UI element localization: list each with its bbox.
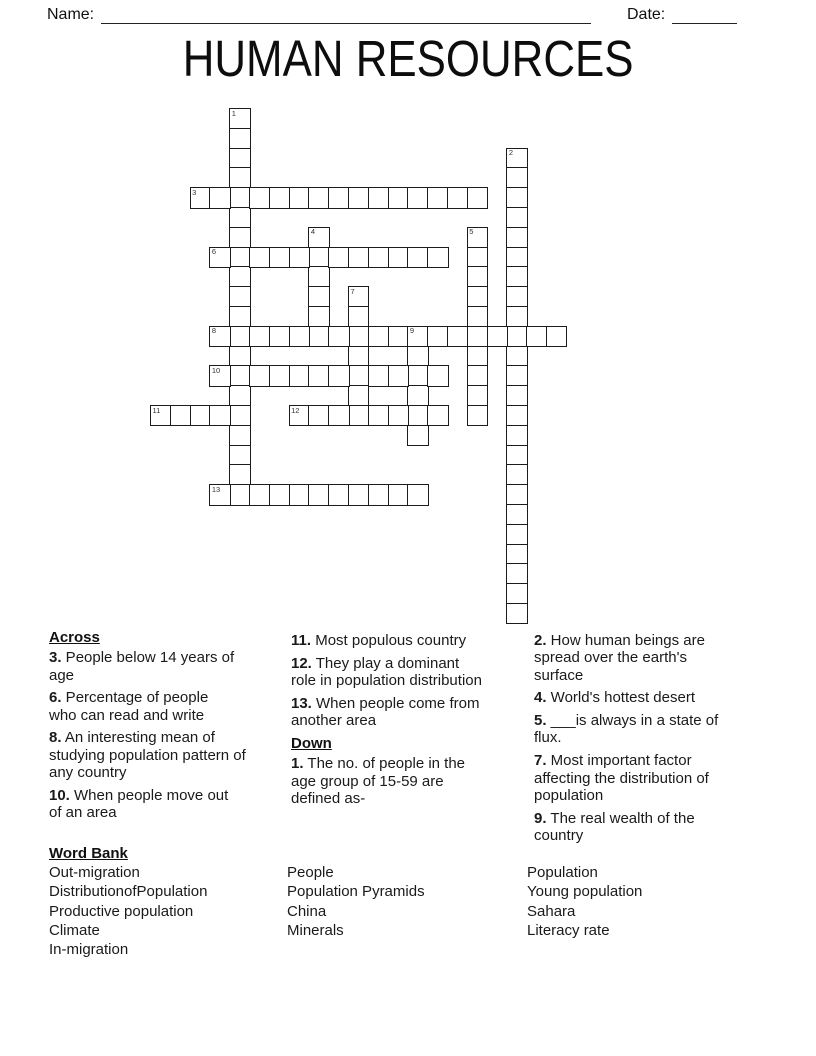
grid-cell[interactable] [506,207,527,228]
grid-cell-number: 3 [192,187,197,197]
grid-cell[interactable] [447,187,468,208]
date-blank-line[interactable] [672,23,737,25]
grid-cell[interactable] [407,425,428,446]
grid-cell[interactable] [368,405,389,426]
grid-cell[interactable] [229,405,250,426]
grid-cell-number: 10 [211,365,221,375]
grid-cell[interactable] [308,306,329,327]
grid-cell[interactable] [407,326,428,347]
clue-number: 5. [534,712,547,730]
grid-cell[interactable] [289,326,310,347]
grid-cell[interactable] [229,167,250,188]
word-bank-column-3 [527,863,642,940]
clue-text-line: 2. How human beings are [534,632,705,649]
clue-number: 1. [291,755,304,773]
grid-cell[interactable] [368,326,389,347]
clue-13 [291,695,533,730]
word-bank-item: Literacy rate [527,921,610,939]
grid-cell[interactable] [388,187,409,208]
grid-cell[interactable] [328,326,349,347]
clue-text-line: 4. World's hottest desert [534,689,695,707]
grid-cell[interactable] [546,326,567,347]
grid-cell[interactable] [348,365,369,386]
clue-1 [291,755,533,807]
grid-cell[interactable] [150,405,171,426]
grid-cell[interactable] [229,445,250,466]
clue-text-line: spread over the earth's [534,649,687,667]
grid-cell[interactable] [229,484,250,505]
grid-cell[interactable] [308,286,329,307]
grid-cell[interactable] [348,187,369,208]
grid-cell[interactable] [506,365,527,386]
grid-cell[interactable] [269,484,290,505]
clue-number: 11. [291,632,312,649]
clue-text-line: of an area [49,804,117,822]
clue-9 [534,810,782,845]
grid-cell[interactable] [229,128,250,149]
clues-column-1 [49,629,289,827]
grid-cell[interactable] [467,266,488,287]
grid-cell[interactable] [229,365,250,386]
grid-cell[interactable] [506,286,527,307]
grid-cell[interactable] [467,405,488,426]
grid-cell[interactable] [506,583,527,604]
grid-cell[interactable] [269,326,290,347]
clue-text-line: role in population distribution [291,672,482,690]
grid-cell[interactable] [308,484,329,505]
clue-number: 9. [534,809,547,827]
grid-cell[interactable] [328,187,349,208]
grid-cell[interactable] [506,326,527,347]
word-bank-column-1 [49,863,207,959]
grid-cell[interactable] [506,603,527,624]
grid-cell[interactable] [348,405,369,426]
grid-cell[interactable] [467,326,488,347]
grid-cell[interactable] [229,385,250,406]
grid-cell-number: 13 [211,484,221,494]
word-bank-item: Population [527,864,598,881]
clue-text-line: 8. An interesting mean of [49,729,215,747]
grid-cell[interactable] [407,187,428,208]
title-container [0,31,816,87]
clue-text-line: surface [534,666,584,684]
clue-text-line: age group of 15-59 are [291,772,444,790]
grid-cell[interactable] [269,247,290,268]
clue-text-line: affecting the distribution of [534,769,709,787]
name-blank-line[interactable] [101,23,591,25]
grid-cell[interactable] [467,286,488,307]
word-bank-item: Population Pyramids [287,883,425,901]
grid-cell[interactable] [506,464,527,485]
clue-text-line: 10. When people move out [49,786,229,804]
grid-cell[interactable] [506,266,527,287]
grid-cell[interactable] [506,405,527,426]
grid-cell[interactable] [427,326,448,347]
grid-cell[interactable] [209,484,230,505]
grid-cell[interactable] [249,187,270,208]
grid-cell[interactable] [229,247,250,268]
grid-cell[interactable] [229,148,250,169]
grid-cell[interactable] [209,247,230,268]
grid-cell[interactable] [229,227,250,248]
grid-cell[interactable] [348,306,369,327]
grid-cell[interactable] [506,247,527,268]
word-bank-heading: Word Bank [49,845,128,862]
grid-cell-number: 5 [469,227,474,237]
grid-cell[interactable] [209,326,230,347]
grid-cell[interactable] [467,365,488,386]
grid-cell[interactable] [467,227,488,248]
grid-cell[interactable] [467,385,488,406]
clues-column-3 [534,632,782,850]
grid-cell[interactable] [388,247,409,268]
clue-8 [49,729,289,781]
clue-number: 13. [291,694,312,712]
word-bank-column-2 [287,863,425,940]
grid-cell[interactable] [348,484,369,505]
grid-cell[interactable] [289,247,310,268]
grid-cell-number: 1 [231,108,236,118]
grid-cell[interactable] [407,365,428,386]
clue-2 [534,632,782,684]
grid-cell[interactable] [467,346,488,367]
clue-text-line: 11. Most populous country [291,632,467,649]
grid-cell[interactable] [506,167,527,188]
clue-text-line: 1. The no. of people in the [291,755,466,773]
clue-text-line: who can read and write [49,706,205,724]
grid-cell-number: 12 [291,405,300,415]
grid-cell[interactable] [506,484,527,505]
grid-cell[interactable] [447,326,468,347]
grid-cell[interactable] [308,247,329,268]
grid-cell[interactable] [229,346,250,367]
grid-cell[interactable] [506,227,527,248]
grid-cell[interactable] [308,326,329,347]
grid-cell[interactable] [368,247,389,268]
grid-cell[interactable] [427,187,448,208]
grid-cell[interactable] [506,306,527,327]
grid-cell[interactable] [289,187,310,208]
grid-cell[interactable] [407,405,428,426]
grid-cell[interactable] [269,365,290,386]
clue-text-line: flux. [534,729,562,747]
grid-cell[interactable] [388,365,409,386]
grid-cell-number: 6 [211,247,217,257]
clue-text-line: 13. When people come from [291,694,480,712]
clue-number: 2. [534,632,547,649]
grid-cell[interactable] [269,187,290,208]
grid-cell[interactable] [289,484,310,505]
grid-cell[interactable] [368,484,389,505]
grid-cell[interactable] [467,306,488,327]
grid-cell[interactable] [506,445,527,466]
word-bank-item: Out-migration [49,864,140,881]
grid-cell[interactable] [328,247,349,268]
grid-cell[interactable] [407,247,428,268]
clues-heading-down: Down [291,734,332,752]
grid-cell[interactable] [229,306,250,327]
word-bank-item: DistributionofPopulation [49,883,208,901]
clue-text-line: country [534,826,584,844]
grid-cell[interactable] [506,187,527,208]
grid-cell[interactable] [308,227,329,248]
clue-number: 4. [534,689,547,707]
page-title: HUMAN RESOURCES [182,30,634,87]
grid-cell[interactable] [506,504,527,525]
clue-number: 6. [49,689,62,707]
word-bank-item: Productive population [49,902,194,920]
grid-cell[interactable] [328,484,349,505]
clue-5 [534,712,782,747]
grid-cell[interactable] [308,266,329,287]
grid-cell[interactable] [308,405,329,426]
crossword-grid [150,108,566,623]
clue-4 [534,689,782,706]
grid-cell[interactable] [209,365,230,386]
grid-cell[interactable] [229,286,250,307]
grid-cell[interactable] [506,346,527,367]
name-label: Name: [47,6,95,23]
clue-text-line: 9. The real wealth of the [534,809,695,827]
grid-cell[interactable] [467,187,488,208]
grid-cell[interactable] [506,544,527,565]
grid-cell[interactable] [229,425,250,446]
grid-cell[interactable] [467,247,488,268]
grid-cell[interactable] [289,405,310,426]
grid-cell[interactable] [328,365,349,386]
clue-text-line: 3. People below 14 years of [49,649,235,667]
grid-cell[interactable] [170,405,191,426]
grid-cell[interactable] [308,187,329,208]
grid-cell[interactable] [209,187,230,208]
grid-cell[interactable] [190,187,211,208]
grid-cell-number: 11 [152,405,161,415]
grid-cell[interactable] [388,405,409,426]
grid-cell[interactable] [407,484,428,505]
grid-cell[interactable] [348,326,369,347]
grid-cell[interactable] [427,365,448,386]
clue-text-line: 5. ___is always in a state of [534,712,719,730]
grid-cell[interactable] [368,187,389,208]
grid-cell[interactable] [289,365,310,386]
word-bank-item: China [287,902,327,920]
grid-cell[interactable] [506,425,527,446]
grid-cell[interactable] [249,365,270,386]
grid-cell[interactable] [229,266,250,287]
grid-cell[interactable] [388,484,409,505]
grid-cell[interactable] [506,385,527,406]
grid-cell-number: 8 [211,326,217,336]
clue-text-line: studying population pattern of [49,746,246,764]
grid-cell-number: 9 [409,326,415,336]
grid-cell[interactable] [249,484,270,505]
clue-12 [291,655,533,690]
word-bank-item: People [287,864,334,881]
clue-text-line: age [49,666,75,684]
grid-cell[interactable] [190,405,211,426]
clue-7 [534,752,782,804]
grid-cell[interactable] [407,346,428,367]
grid-cell[interactable] [348,286,369,307]
grid-cell[interactable] [229,187,250,208]
grid-cell[interactable] [427,405,448,426]
grid-cell[interactable] [229,207,250,228]
clue-text-line: 12. They play a dominant [291,654,460,672]
grid-cell[interactable] [348,385,369,406]
clue-text-line: any country [49,764,127,782]
word-bank-item: Climate [49,921,100,939]
date-label: Date: [627,6,666,23]
word-bank-item: In-migration [49,941,129,959]
grid-cell-number: 2 [508,148,514,158]
clue-11 [291,632,533,649]
clues-heading-across: Across [49,629,100,646]
clue-number: 10. [49,786,70,804]
grid-cell[interactable] [526,326,547,347]
clue-6 [49,689,289,724]
clue-text-line: another area [291,712,377,730]
clue-number: 8. [49,729,62,747]
grid-cell[interactable] [308,365,329,386]
grid-cell[interactable] [427,247,448,268]
grid-cell[interactable] [506,563,527,584]
grid-cell[interactable] [328,405,349,426]
word-bank-item: Minerals [287,921,344,939]
grid-cell[interactable] [348,346,369,367]
grid-cell[interactable] [388,326,409,347]
clue-number: 3. [49,649,62,667]
grid-cell[interactable] [368,365,389,386]
grid-cell[interactable] [348,247,369,268]
grid-cell[interactable] [229,464,250,485]
clue-text-line: 7. Most important factor [534,752,692,770]
clue-text-line: population [534,786,604,804]
word-bank-item: Young population [527,883,643,901]
grid-cell-number: 7 [350,286,355,296]
clue-text-line: defined as- [291,789,366,807]
word-bank-item: Sahara [527,902,576,920]
grid-cell[interactable] [229,326,250,347]
clues-column-2 [291,632,533,813]
grid-cell-number: 4 [310,227,316,237]
grid-cell[interactable] [407,385,428,406]
clue-number: 7. [534,752,547,770]
grid-cell[interactable] [209,405,230,426]
clue-number: 12. [291,654,312,672]
grid-cell[interactable] [249,247,270,268]
clue-text-line: 6. Percentage of people [49,689,209,707]
grid-cell[interactable] [506,524,527,545]
grid-cell[interactable] [229,108,250,129]
clue-10 [49,787,289,822]
grid-cell[interactable] [506,148,527,169]
grid-cell[interactable] [249,326,270,347]
grid-cell[interactable] [487,326,508,347]
clue-3 [49,649,289,684]
